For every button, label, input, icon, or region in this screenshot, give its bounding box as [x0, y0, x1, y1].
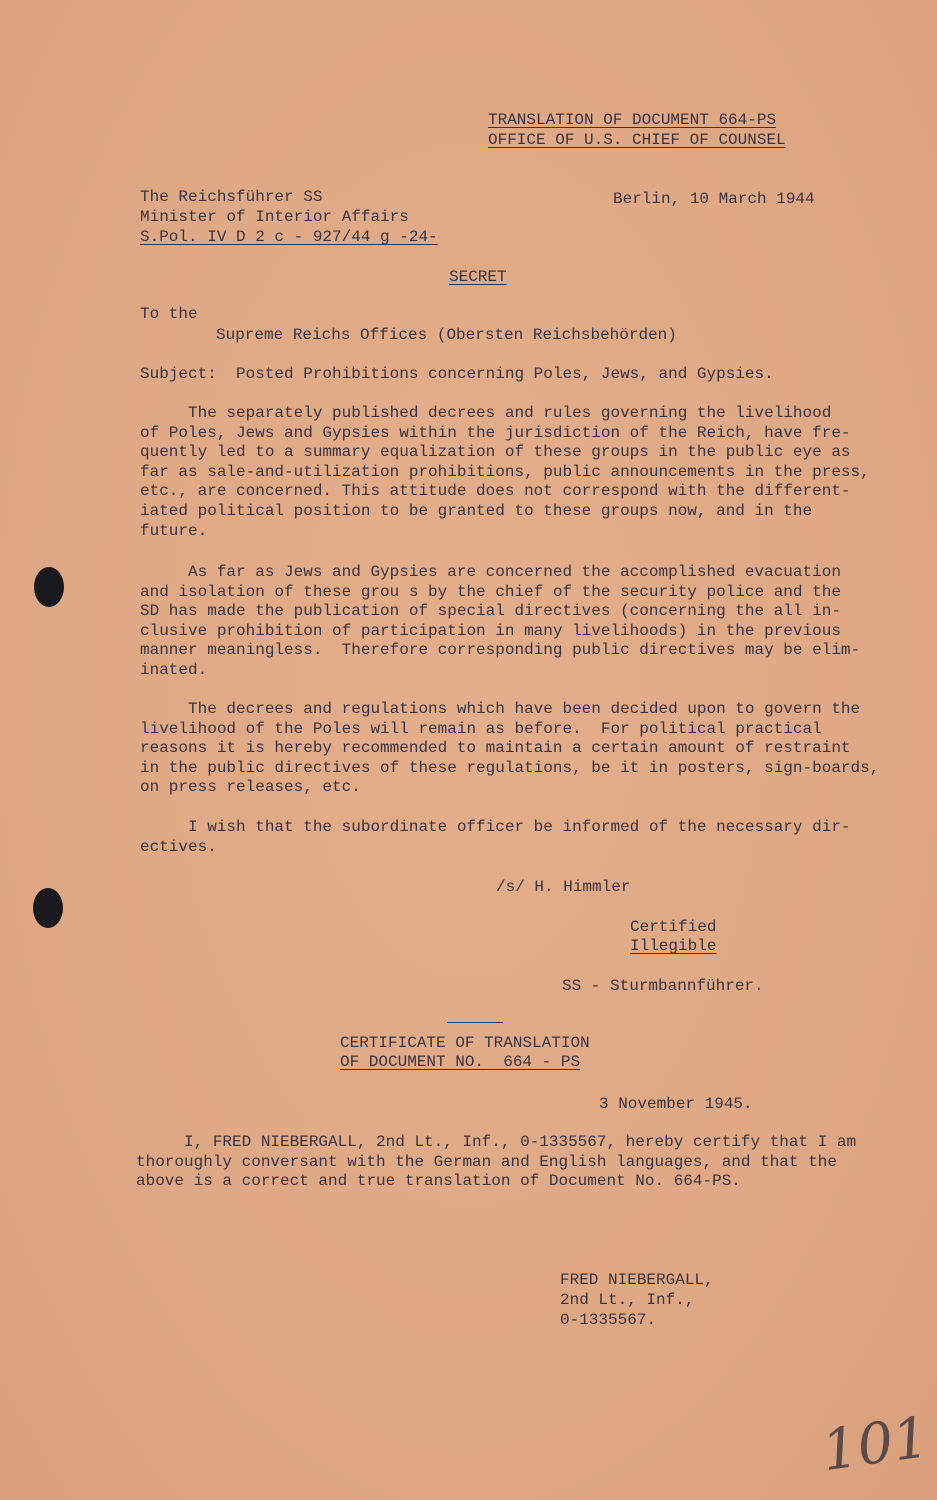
addressee-line-2: Supreme Reichs Offices (Obersten Reichsbehörden)	[216, 326, 677, 344]
paragraph-1: The separately published decrees and rules governing the livelihood of Poles, Jews and Gypsies within the jurisdiction of the Reich, have fre- quently led to a summary equalization of these groups in the public eye as far as sale-and-utilization prohibitions, public announcements in the press, etc., are concerned. This attitude does not correspond with the different- iated political position to be granted to these groups now, and in the future.	[140, 404, 870, 540]
paragraph-3: The decrees and regulations which have been decided upon to govern the livelihood of the Poles will remain as before. For political practical reasons it is hereby recommended to maintain a certain amount of restraint in the public directives of these regulations, be it in posters, sign-boards, on press releases, etc.	[140, 700, 880, 797]
classification-secret: SECRET	[449, 268, 507, 286]
certificate-date: 3 November 1945.	[599, 1095, 753, 1113]
sender-reference: S.Pol. IV D 2 c - 927/44 g -24-	[140, 228, 438, 246]
sender-line-2: Minister of Interior Affairs	[140, 208, 409, 226]
certified-label: Certified	[630, 918, 717, 936]
header-line-2: OFFICE OF U.S. CHIEF OF COUNSEL	[488, 131, 786, 149]
separator-line	[447, 1022, 503, 1023]
subject-line: Subject: Posted Prohibitions concerning Poles, Jews, and Gypsies.	[140, 365, 774, 383]
paragraph-4: I wish that the subordinate officer be informed of the necessary dir- ectives.	[140, 818, 851, 856]
punch-hole-top	[34, 567, 64, 607]
illegible-label: Illegible	[630, 937, 717, 955]
place-date: Berlin, 10 March 1944	[613, 190, 815, 208]
signer-rank: SS - Sturmbannführer.	[562, 977, 764, 995]
certificate-title-1: CERTIFICATE OF TRANSLATION	[340, 1034, 590, 1052]
header-line-1: TRANSLATION OF DOCUMENT 664-PS	[488, 111, 777, 129]
sender-line-1: The Reichsführer SS	[140, 188, 323, 206]
translator-name: FRED NIEBERGALL,	[560, 1271, 714, 1289]
addressee-line-1: To the	[140, 305, 198, 323]
translator-serial: 0-1335567.	[560, 1311, 657, 1329]
paragraph-2: As far as Jews and Gypsies are concerned the accomplished evacuation and isolation of these grou s by the chief of the security police and the SD has made the publication of special directives (concerning the all in- clusive prohibition of participation in many livelihoods) in the previous manner meaningless. Therefore corresponding public directives may be elim- inated.	[140, 563, 861, 679]
punch-hole-bottom	[33, 888, 63, 928]
translator-rank: 2nd Lt., Inf.,	[560, 1291, 695, 1309]
certificate-title-2: OF DOCUMENT NO. 664 - PS	[340, 1053, 581, 1071]
certificate-body: I, FRED NIEBERGALL, 2nd Lt., Inf., 0-1335567, hereby certify that I am thoroughly conversant with the German and English languages, and that the above is a correct and true translation of Document No. 664-PS.	[136, 1133, 857, 1191]
signature-name: /s/ H. Himmler	[496, 878, 631, 896]
handwritten-page-number: 101	[817, 1404, 933, 1485]
